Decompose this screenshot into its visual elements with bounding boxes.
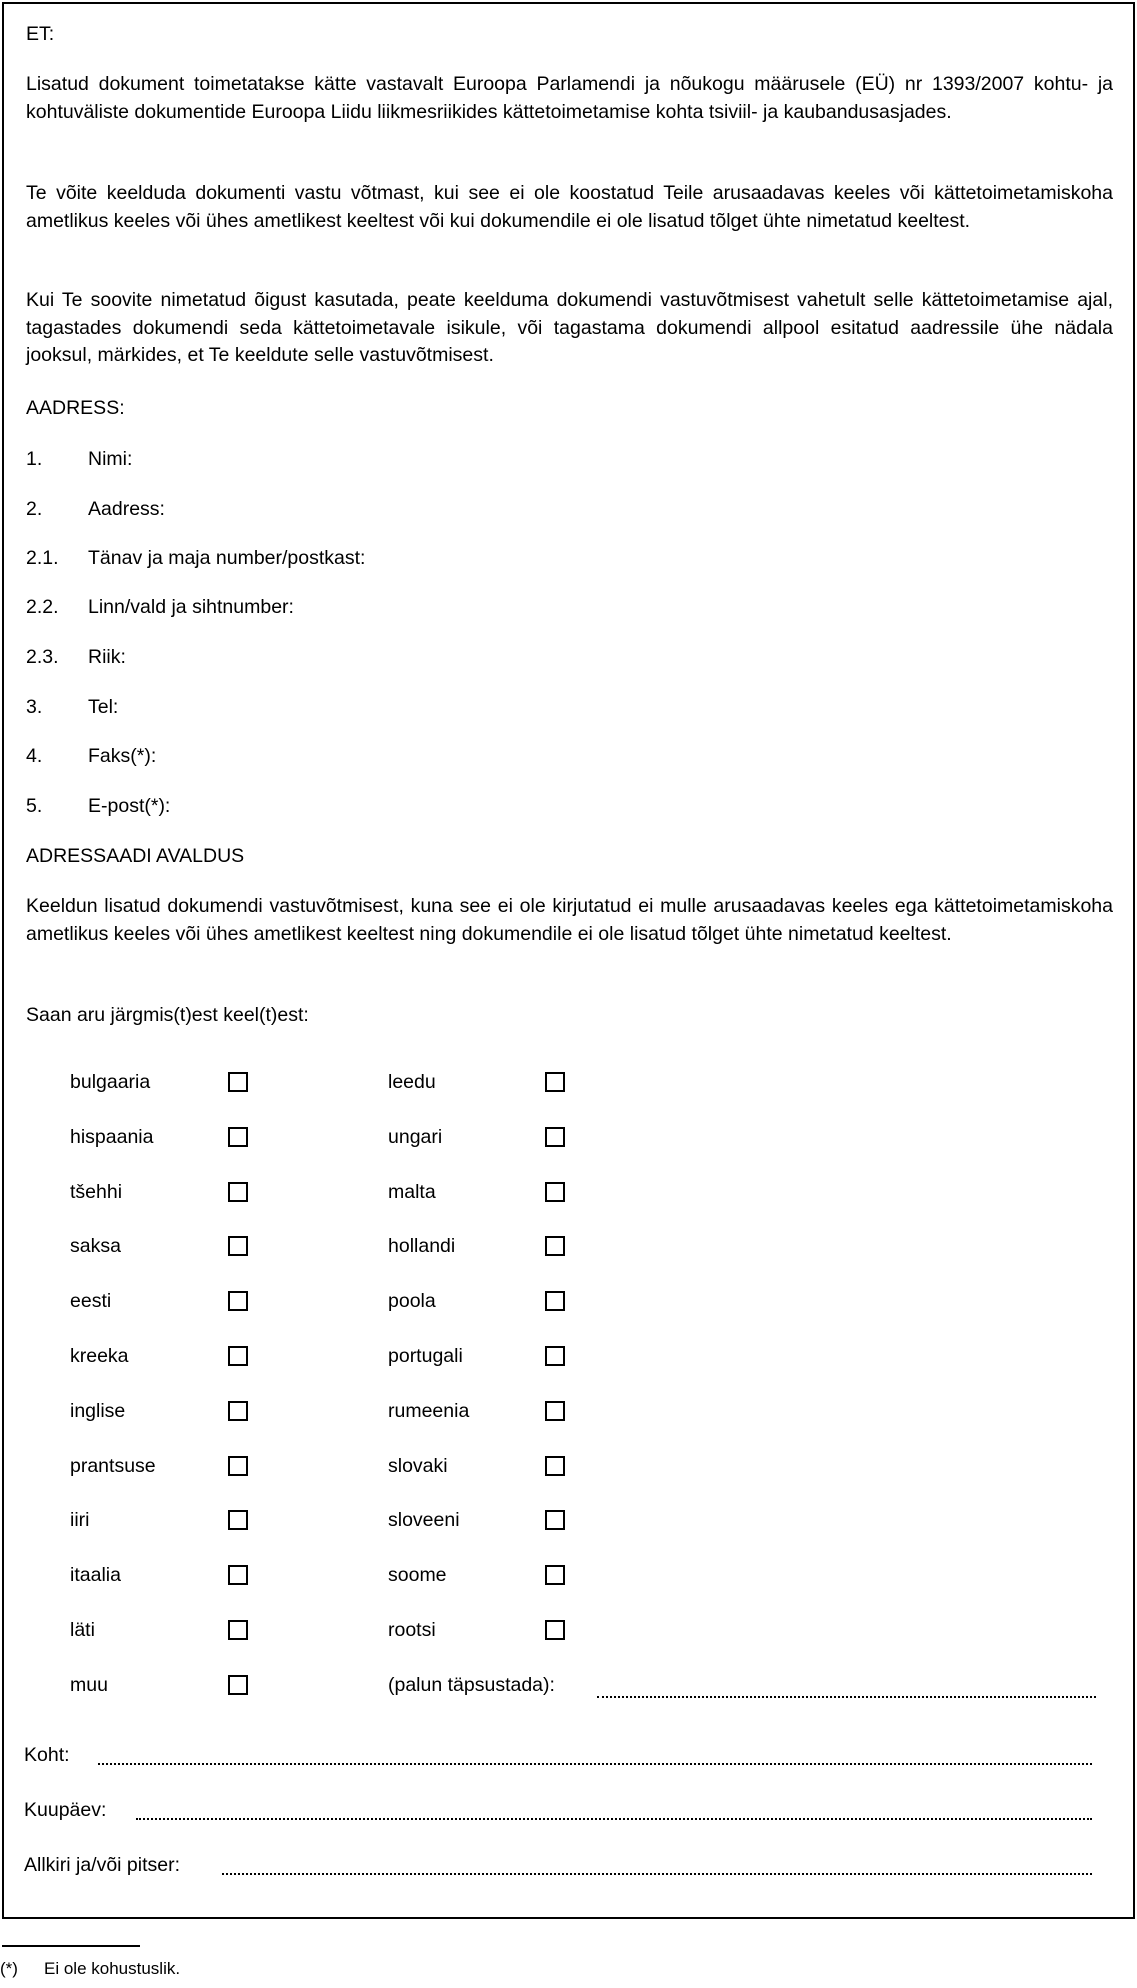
footnote-text: Ei ole kohustuslik. <box>44 1959 181 1978</box>
language-label: rumeenia <box>388 1400 470 1422</box>
language-label: portugali <box>388 1345 463 1367</box>
language-label: malta <box>388 1181 436 1203</box>
language-checkbox[interactable] <box>545 1456 565 1476</box>
declaration-heading: ADRESSAADI AVALDUS <box>26 845 245 867</box>
signature-dotted-line[interactable] <box>222 1871 1092 1875</box>
language-checkbox[interactable] <box>545 1291 565 1311</box>
language-checkbox[interactable] <box>228 1127 248 1147</box>
language-checkbox[interactable] <box>228 1236 248 1256</box>
field-number: 5. <box>26 795 43 817</box>
language-checkbox[interactable] <box>228 1456 248 1476</box>
place-dotted-line[interactable] <box>98 1761 1092 1765</box>
refusal-procedure-paragraph: Kui Te soovite nimetatud õigust kasutada, peate keelduma dokumendi vastuvõtmisest vahetult selle kättetoimetamise ajal, tagastades dokumendi seda kättetoimetavale isikule, või tagastama dokumendi allpool esitatud aadressile ühe nädala jooksul, märkides, et Te keeldute selle vastuvõtmisest. <box>26 289 1113 366</box>
language-label: (palun täpsustada): <box>388 1674 555 1696</box>
language-label: tšehhi <box>70 1181 123 1203</box>
language-label: muu <box>70 1674 108 1696</box>
footnote-separator <box>2 1945 140 1947</box>
language-checkbox[interactable] <box>228 1620 248 1640</box>
language-label: slovaki <box>388 1455 448 1477</box>
language-label: leedu <box>388 1071 436 1093</box>
languages-prompt: Saan aru järgmis(t)est keel(t)est: <box>26 1004 309 1026</box>
language-checkbox[interactable] <box>545 1346 565 1366</box>
language-checkbox[interactable] <box>545 1401 565 1421</box>
phone-field-label: Tel: <box>88 696 119 718</box>
language-checkbox[interactable] <box>228 1182 248 1202</box>
place-label: Koht: <box>24 1744 70 1766</box>
language-label: hispaania <box>70 1126 154 1148</box>
footnote-mark: (*) <box>0 1959 18 1978</box>
language-label: eesti <box>70 1290 112 1312</box>
language-checkbox[interactable] <box>545 1620 565 1640</box>
city-field-label: Linn/vald ja sihtnumber: <box>88 596 294 618</box>
language-label: inglise <box>70 1400 126 1422</box>
field-number: 2. <box>26 498 43 520</box>
address-field-label: Aadress: <box>88 498 165 520</box>
language-label: bulgaaria <box>70 1071 151 1093</box>
language-checkbox[interactable] <box>545 1510 565 1530</box>
language-label: hollandi <box>388 1235 456 1257</box>
language-checkbox[interactable] <box>545 1127 565 1147</box>
language-checkbox[interactable] <box>545 1182 565 1202</box>
language-checkbox[interactable] <box>545 1072 565 1092</box>
country-field-label: Riik: <box>88 646 126 668</box>
language-checkbox[interactable] <box>228 1565 248 1585</box>
name-field-label: Nimi: <box>88 448 133 470</box>
language-checkbox[interactable] <box>228 1072 248 1092</box>
field-number: 4. <box>26 745 43 767</box>
language-checkbox[interactable] <box>545 1565 565 1585</box>
language-label: poola <box>388 1290 436 1312</box>
language-label: ungari <box>388 1126 443 1148</box>
language-label: iiri <box>70 1509 90 1531</box>
date-label: Kuupäev: <box>24 1799 107 1821</box>
language-label: prantsuse <box>70 1455 156 1477</box>
fax-field-label: Faks(*): <box>88 745 157 767</box>
language-label: saksa <box>70 1235 121 1257</box>
declaration-paragraph: Keeldun lisatud dokumendi vastuvõtmisest, kuna see ei ole kirjutatud ei mulle arusaadavas keeles ega kättetoimetamiskoha ametlikus keeles või ühes ametlikest keeltest ning dokumendile ei ole lisatud tõlget ühte nimetatud keeltest. <box>26 895 1113 945</box>
language-checkbox[interactable] <box>228 1675 248 1695</box>
date-dotted-line[interactable] <box>136 1816 1092 1820</box>
field-number: 2.3. <box>26 646 59 668</box>
language-label: sloveeni <box>388 1509 460 1531</box>
field-number: 3. <box>26 696 43 718</box>
language-label: soome <box>388 1564 447 1586</box>
field-number: 2.2. <box>26 596 59 618</box>
language-label: läti <box>70 1619 95 1641</box>
signature-label: Allkiri ja/või pitser: <box>24 1854 181 1876</box>
language-label: itaalia <box>70 1564 121 1586</box>
street-field-label: Tänav ja maja number/postkast: <box>88 547 366 569</box>
language-checkbox[interactable] <box>228 1346 248 1366</box>
field-number: 2.1. <box>26 547 59 569</box>
refusal-right-paragraph: Te võite keelduda dokumenti vastu võtmast, kui see ei ole koostatud Teile arusaadavas keeles või kättetoimetamiskoha ametlikus keeles või ühes ametlikest keeltest või kui dokumendile ei ole lisatud tõlget ühte nimetatud keeltest. <box>26 182 1113 232</box>
field-number: 1. <box>26 448 43 470</box>
et-label: ET: <box>26 23 55 45</box>
email-field-label: E-post(*): <box>88 795 171 817</box>
language-checkbox[interactable] <box>228 1401 248 1421</box>
other-language-dotted-line[interactable] <box>597 1694 1096 1698</box>
language-label: kreeka <box>70 1345 129 1367</box>
language-checkbox[interactable] <box>228 1510 248 1530</box>
language-checkbox[interactable] <box>228 1291 248 1311</box>
language-label: rootsi <box>388 1619 436 1641</box>
language-checkbox[interactable] <box>545 1236 565 1256</box>
address-heading: AADRESS: <box>26 397 125 419</box>
intro-paragraph: Lisatud dokument toimetatakse kätte vastavalt Euroopa Parlamendi ja nõukogu määrusele (EÜ) nr 1393/2007 kohtu- ja kohtuväliste dokumentide Euroopa Liidu liikmesriikides kättetoimetamise kohta tsiviil- ja kaubandusasjades. <box>26 73 1113 123</box>
